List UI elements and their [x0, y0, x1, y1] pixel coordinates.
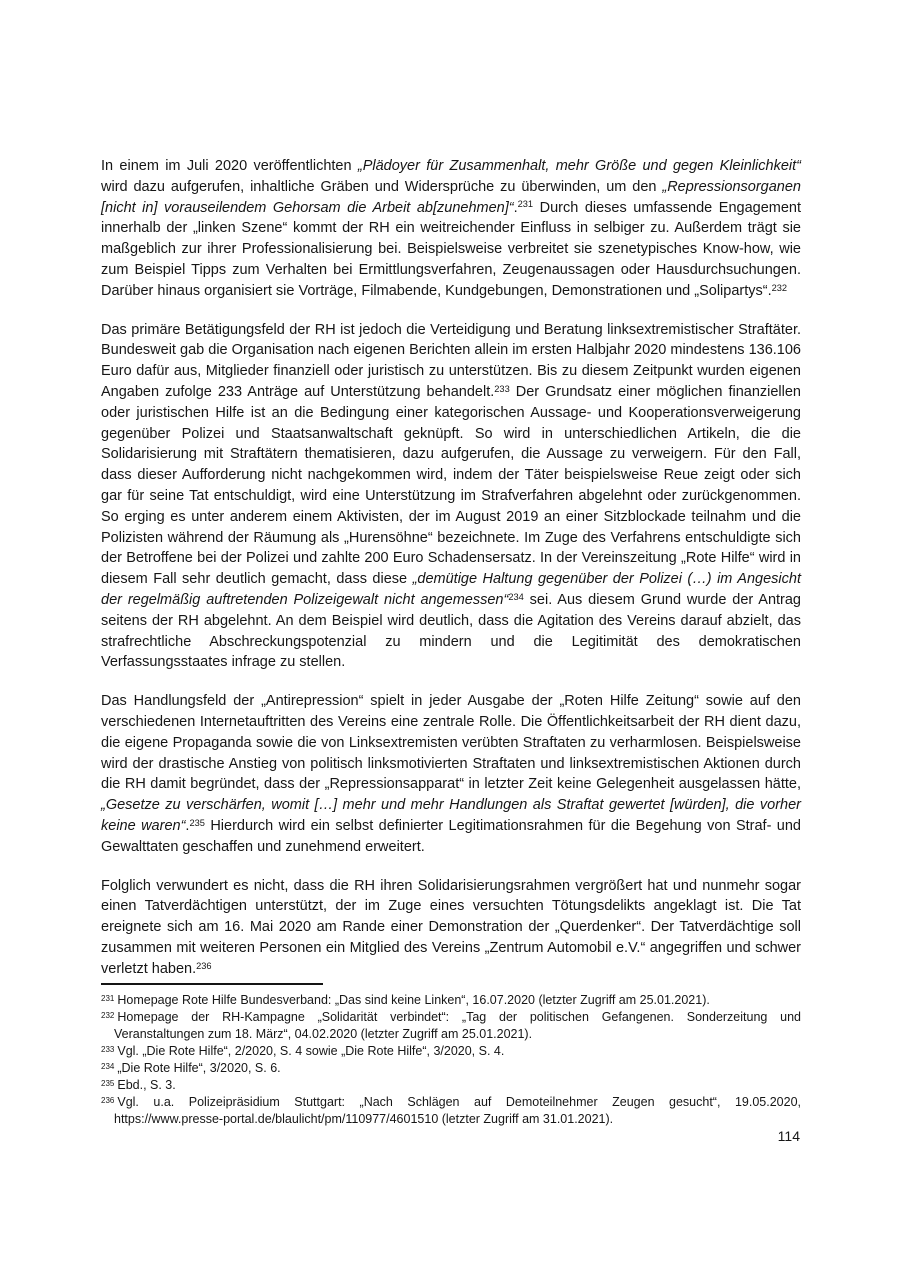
footnote-marker: 231: [101, 993, 115, 1003]
body-paragraph: [101, 876, 801, 980]
footnote-marker: 235: [101, 1078, 115, 1088]
quoted-italic-run: „demütige Haltung gegenüber der Polizei (…) im Angesicht der regelmäßig auftretenden Polizeigewalt nicht angemessen“: [101, 571, 801, 608]
footnote-ref: 231: [517, 199, 534, 210]
text-run: Folglich verwundert es nicht, dass die RH ihren Solidarisierungsrahmen vergrößert hat und nunmehr sogar einen Tatverdächtigen unterstützt, der im Zuge eines versuchten Tötungsdelikts angeklagt ist. Die Tat ereignete sich am 16. Mai 2020 am Rande einer Demonstration der „Querdenker“. Der Tatverdächtige soll zusammen mit weiteren Personen ein Mitglied des Vereins „Zentrum Automobil e.V.“ angegriffen und schwer verletzt haben.: [101, 877, 801, 977]
body-paragraph: [101, 320, 801, 674]
quoted-italic-run: „Gesetze zu verschärfen, womit […] mehr und mehr Handlungen als Straftat gewertet [würden], die vorher keine waren“: [101, 797, 801, 834]
footnote-text: Vgl. u.a. Polizeipräsidium Stuttgart: „Nach Schlägen auf Demoteilnehmer Zeugen gesucht“, 19.05.2020, https://www.presse-portal.de/blaulicht/pm/110977/4601510 (letzter Zugriff am 31.01.2021).: [114, 1095, 801, 1127]
footnote-text: Ebd., S. 3.: [117, 1078, 176, 1093]
text-run: sei. Aus diesem Grund wurde der Antrag seitens der RH abgelehnt. An dem Beispiel wird deutlich, dass die Agitation des Vereins darauf abzielt, das strafrechtliche Abschreckungspotenzial zu mindern und die Legitimität des demokratischen Verfassungsstaates infrage zu stellen.: [101, 591, 801, 671]
footnote-marker: 232: [101, 1010, 115, 1020]
text-run: .: [185, 817, 190, 834]
text-run: .: [513, 199, 518, 216]
footnote-marker: 236: [101, 1095, 115, 1105]
text-column: [101, 156, 801, 1128]
footnote-text: „Die Rote Hilfe“, 3/2020, S. 6.: [117, 1061, 281, 1076]
footnote-separator: [101, 983, 323, 985]
page-number: 114: [777, 1128, 800, 1144]
footnote-text: Homepage der RH-Kampagne „Solidarität verbindet“: „Tag der politischen Gefangenen. Sonderzeitung und Veranstaltungen zum 18. März“, 04.02.2020 (letzter Zugriff am 25.01.2021).: [114, 1010, 801, 1042]
body-paragraph: [101, 156, 801, 302]
footnotes-section: [101, 992, 801, 1128]
text-run: Hierdurch wird ein selbst definierter Legitimationsrahmen für die Begehung von Straf- und Gewalttaten geschaffen und zunehmend erweitert.: [101, 817, 801, 855]
footnote: [101, 1009, 801, 1043]
footnote: [101, 992, 801, 1009]
body-text: [101, 156, 801, 979]
footnote-marker: 233: [101, 1044, 115, 1054]
footnote-ref: 235: [189, 817, 205, 828]
footnote: [101, 1043, 801, 1060]
footnote-ref: 234: [508, 591, 524, 602]
text-run: Das Handlungsfeld der „Antirepression“ spielt in jeder Ausgabe der „Roten Hilfe Zeitung“ sowie auf den verschiedenen Internetauftritten des Vereins eine zentrale Rolle. Die Öffentlichkeitsarbeit der RH dient dazu, die eigene Propaganda sowie die von Linksextremisten verübten Straftaten zu verharmlosen. Beispielsweise wird der drastische Anstieg von politisch linksmotivierten Straftaten und linksextremistischen Aktionen durch die RH damit begründet, dass der „Repressionsapparat“ in letzter Zeit keine Gelegenheit ausgelassen hätte,: [101, 693, 801, 793]
text-run: wird dazu aufgerufen, inhaltliche Gräben und Widersprüche zu überwinden, um den: [101, 178, 663, 195]
footnote-marker: 234: [101, 1061, 115, 1071]
footnote-text: Homepage Rote Hilfe Bundesverband: „Das sind keine Linken“, 16.07.2020 (letzter Zugriff am 25.01.2021).: [117, 993, 710, 1008]
text-run: In einem im Juli 2020 veröffentlichten: [101, 158, 358, 174]
footnote-ref: 236: [196, 960, 212, 971]
body-paragraph: [101, 691, 801, 857]
footnote: [101, 1060, 801, 1077]
footnote-text: Vgl. „Die Rote Hilfe“, 2/2020, S. 4 sowie „Die Rote Hilfe“, 3/2020, S. 4.: [117, 1044, 505, 1059]
footnote: [101, 1077, 801, 1094]
text-run: Das primäre Betätigungsfeld der RH ist jedoch die Verteidigung und Beratung linksextremistischer Straftäter. Bundesweit gab die Organisation nach eigenen Berichten allein im ersten Halbjahr 2020 mindestens 136.106 Euro dafür aus, Mitglieder finanziell oder juristisch zu unterstützen. Bis zu diesem Zeitpunkt wurden eigenen Angaben zufolge 233 Anträge auf Unterstützung behandelt.: [101, 321, 801, 400]
quoted-italic-run: „Repressionsorganen [nicht in] vorauseilendem Gehorsam die Arbeit ab[zunehmen]“: [101, 178, 801, 216]
footnote-ref: 233: [494, 383, 510, 394]
text-run: Durch dieses umfassende Engagement innerhalb der „linken Szene“ kommt der RH ein weitreichender Einfluss in selbiger zu. Außerdem trägt sie maßgeblich zur ihrer Professionalisierung bei. Beispielsweise verbreitet sie szenetypisches Know-how, wie zum Beispiel Tipps zum Verhalten bei Ermittlungsverfahren, Zeugenaussagen oder Hausdurchsuchungen. Darüber hinaus organisiert sie Vorträge, Filmabende, Kundgebungen, Demonstrationen und „Solipartys“.: [101, 199, 801, 299]
text-run: Der Grundsatz einer möglichen finanziellen oder juristischen Hilfe ist an die Bedingung einer kategorischen Aussage- und Kooperationsverweigerung gegenüber Polizei und Staatsanwaltschaft geknüpft. So wird in unterschiedlichen Artikeln, die die Solidarisierung mit Straftätern thematisieren, dazu aufgerufen, die Aussage zu verweigern. Für den Fall, dass dieser Aufforderung nicht nachgekommen wird, indem der Täter beispielsweise Reue zeigt oder sich gar für seine Tat entschuldigt, wird eine Unterstützung im Strafverfahren abgelehnt oder zurückgenommen. So erging es unter anderem einem Aktivisten, der im August 2019 an einer Sitzblockade teilnahm und die Polizisten während der Räumung als „Hurensöhne“ bezeichnete. Im Zuge des Verfahrens entschuldigte sich der Betroffene bei der Polizei und zahlte 200 Euro Schadensersatz. In der Vereinszeitung „Rote Hilfe“ wird in diesem Fall sehr deutlich gemacht, dass diese: [101, 383, 801, 588]
footnote-ref: 232: [771, 282, 788, 293]
footnote: [101, 1094, 801, 1128]
quoted-italic-run: „Plädoyer für Zusammenhalt, mehr Größe und gegen Kleinlichkeit“: [357, 158, 801, 174]
